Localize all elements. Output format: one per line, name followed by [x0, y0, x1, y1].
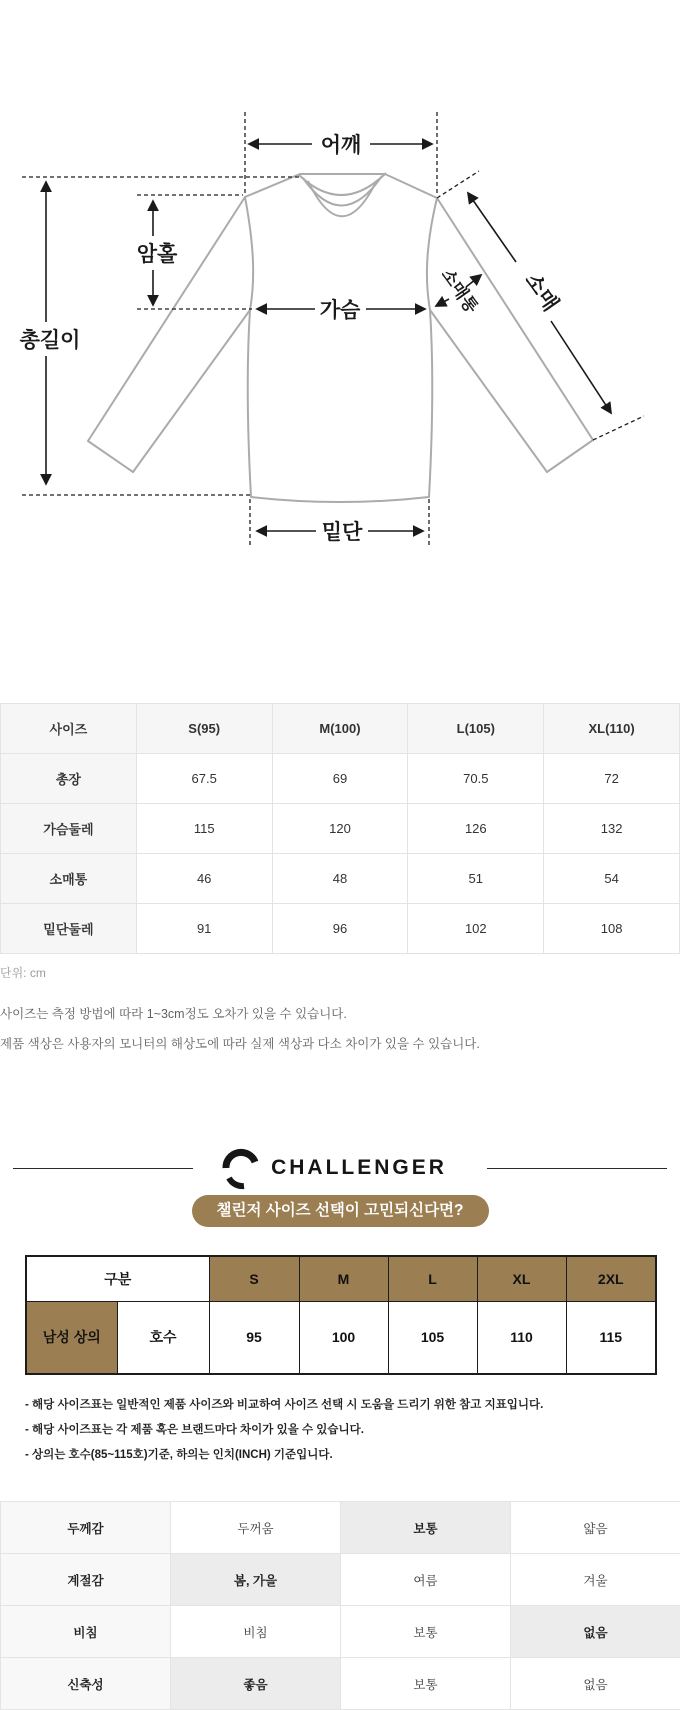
shirt-outline	[88, 173, 593, 502]
table-row	[1, 804, 680, 854]
cell-value: 70.5	[408, 754, 544, 804]
fit-header-l: L	[388, 1256, 477, 1301]
attr-option: 얇음	[511, 1502, 680, 1554]
attr-option-selected: 좋음	[171, 1658, 341, 1710]
table-row	[26, 1256, 656, 1301]
attribute-table	[0, 1501, 680, 1710]
cell-value: 108	[544, 904, 680, 954]
attr-option: 여름	[341, 1554, 511, 1606]
brand-logo-row	[0, 1144, 680, 1192]
challenger-swoosh-icon	[219, 1145, 263, 1191]
fit-group-mens-top: 남성 상의	[26, 1301, 117, 1374]
row-label-total-length: 총장	[1, 754, 137, 804]
fit-header-s: S	[209, 1256, 299, 1301]
table-row	[1, 704, 680, 754]
cell-value: 95	[209, 1301, 299, 1374]
row-label-sleeve-width: 소매통	[1, 854, 137, 904]
fit-header-2xl: 2XL	[566, 1256, 656, 1301]
size-col-s: S(95)	[136, 704, 272, 754]
cell-value: 51	[408, 854, 544, 904]
garment-measure-diagram	[0, 0, 680, 620]
attr-option-selected: 봄, 가을	[171, 1554, 341, 1606]
fit-guide-notes	[25, 1393, 680, 1468]
guide-note-line: - 해당 사이즈표는 각 제품 혹은 브랜드마다 차이가 있을 수 있습니다.	[25, 1418, 680, 1443]
row-label-hem: 밑단둘레	[1, 904, 137, 954]
note-line: 사이즈는 측정 방법에 따라 1~3cm정도 오차가 있을 수 있습니다.	[0, 999, 680, 1029]
table-row	[1, 1606, 680, 1658]
row-label-chest: 가슴둘레	[1, 804, 137, 854]
label-sleeve-width: 소매통	[438, 265, 483, 317]
cell-value: 110	[477, 1301, 566, 1374]
table-row	[1, 854, 680, 904]
attr-label-thickness: 두께감	[1, 1502, 171, 1554]
attr-option: 보통	[341, 1658, 511, 1710]
attr-label-stretch: 신축성	[1, 1658, 171, 1710]
attr-option: 겨울	[511, 1554, 680, 1606]
cell-value: 100	[299, 1301, 388, 1374]
table-row	[1, 754, 680, 804]
divider-line	[487, 1168, 667, 1169]
cell-value: 132	[544, 804, 680, 854]
table-row	[1, 1554, 680, 1606]
cell-value: 96	[272, 904, 408, 954]
guide-note-line: - 해당 사이즈표는 일반적인 제품 사이즈와 비교하여 사이즈 선택 시 도움을 드리기 위한 참고 지표입니다.	[25, 1393, 680, 1418]
size-help-banner: 챌린저 사이즈 선택이 고민되신다면?	[192, 1195, 489, 1227]
attr-label-sheerness: 비침	[1, 1606, 171, 1658]
fit-row-label: 호수	[117, 1301, 209, 1374]
label-armhole: 암홀	[137, 242, 178, 266]
label-sleeve: 소매	[520, 268, 563, 315]
brand-section	[0, 1144, 680, 1227]
fit-header-gubun: 구분	[26, 1256, 209, 1301]
size-notes	[0, 999, 680, 1059]
cell-value: 91	[136, 904, 272, 954]
table-row	[1, 904, 680, 954]
fit-guide-table	[25, 1255, 657, 1375]
fit-header-m: M	[299, 1256, 388, 1301]
unit-note: 단위: cm	[0, 964, 680, 981]
attr-option: 없음	[511, 1658, 680, 1710]
attr-option-selected: 보통	[341, 1502, 511, 1554]
cell-value: 67.5	[136, 754, 272, 804]
attr-option: 두꺼움	[171, 1502, 341, 1554]
cell-value: 115	[136, 804, 272, 854]
cell-value: 102	[408, 904, 544, 954]
size-col-header: 사이즈	[1, 704, 137, 754]
shirt-diagram-svg	[0, 0, 680, 620]
label-chest: 가슴	[320, 298, 361, 322]
cell-value: 54	[544, 854, 680, 904]
fit-header-xl: XL	[477, 1256, 566, 1301]
cell-value: 46	[136, 854, 272, 904]
label-total-length: 총길이	[20, 328, 81, 352]
cell-value: 126	[408, 804, 544, 854]
size-col-l: L(105)	[408, 704, 544, 754]
note-line: 제품 색상은 사용자의 모니터의 해상도에 따라 실제 색상과 다소 차이가 있을 수 있습니다.	[0, 1029, 680, 1059]
attr-option: 비침	[171, 1606, 341, 1658]
guide-note-line: - 상의는 호수(85~115호)기준, 하의는 인치(INCH) 기준입니다.	[25, 1443, 680, 1468]
divider-line	[13, 1168, 193, 1169]
cell-value: 115	[566, 1301, 656, 1374]
cell-value: 72	[544, 754, 680, 804]
table-row	[1, 1502, 680, 1554]
cell-value: 48	[272, 854, 408, 904]
brand-logo-text: CHALLENGER	[271, 1156, 447, 1180]
size-spec-table	[0, 703, 680, 954]
attr-option-selected: 없음	[511, 1606, 680, 1658]
table-row	[26, 1301, 656, 1374]
attr-option: 보통	[341, 1606, 511, 1658]
label-shoulder: 어깨	[321, 133, 362, 157]
size-col-m: M(100)	[272, 704, 408, 754]
cell-value: 105	[388, 1301, 477, 1374]
cell-value: 69	[272, 754, 408, 804]
attr-label-season: 계절감	[1, 1554, 171, 1606]
cell-value: 120	[272, 804, 408, 854]
label-hem: 밑단	[322, 520, 363, 544]
size-col-xl: XL(110)	[544, 704, 680, 754]
table-row	[1, 1658, 680, 1710]
